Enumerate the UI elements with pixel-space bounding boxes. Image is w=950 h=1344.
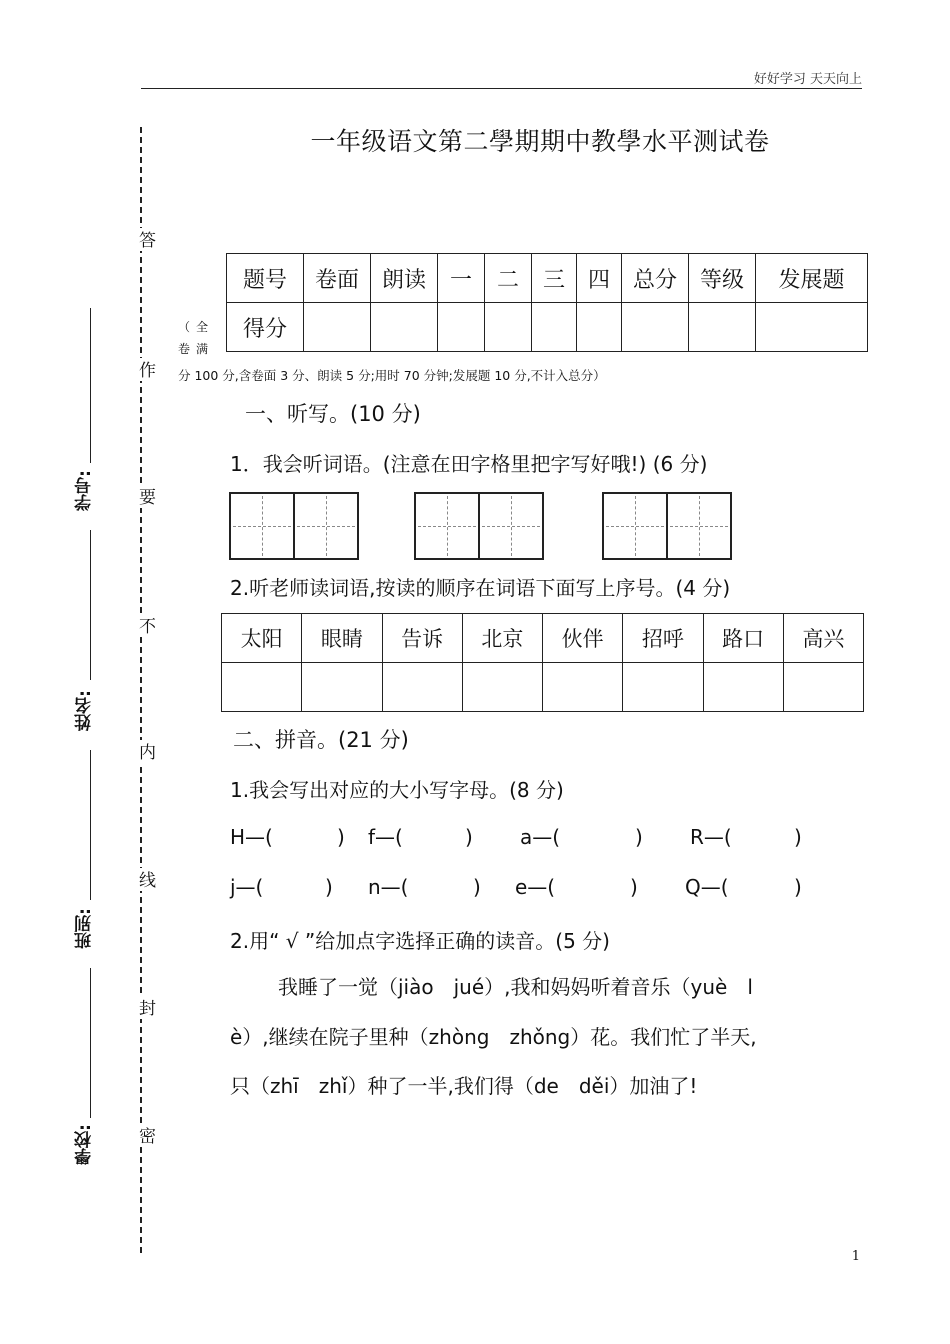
binding-word: 密 (133, 1124, 158, 1147)
order-answer-cell[interactable] (703, 663, 783, 712)
class-line (90, 750, 91, 900)
section-2-q2: 2.用“ √ ”给加点字选择正确的读音。(5 分) (230, 929, 610, 953)
letter-item: ) (794, 825, 802, 849)
word-cell: 告诉 (382, 614, 462, 663)
tianzige-cell[interactable] (293, 492, 359, 560)
section-1-q2: 2.听老师读词语,按读的顺序在词语下面写上序号。(4 分) (230, 576, 731, 600)
score-header-cell: 卷面 (304, 254, 371, 303)
school-label: 學校: (75, 1124, 95, 1165)
letter-item: a—( (520, 825, 561, 849)
passage-line: 我睡了一觉（jiào jué）,我和妈妈听着音乐（yuè l (278, 975, 753, 999)
binding-word: 答 (133, 228, 158, 251)
score-cell[interactable] (485, 303, 532, 352)
score-table (226, 253, 868, 352)
word-cell: 招呼 (623, 614, 703, 663)
binding-word: 要 (133, 485, 158, 508)
binding-word: 封 (133, 996, 158, 1019)
tianzige-cell[interactable] (602, 492, 668, 560)
note-prefix: （全卷满 (178, 320, 215, 356)
letter-item: ) (337, 825, 345, 849)
order-answer-cell[interactable] (462, 663, 542, 712)
header-slogan: 好好学习 天天向上 (753, 72, 862, 87)
letter-item: H—( (230, 825, 273, 849)
letter-item: j—( (230, 875, 264, 899)
school-line (90, 968, 91, 1118)
exam-note: 分 100 分,含卷面 3 分、朗读 5 分;用时 70 分钟;发展题 10 分,不计入总分） (178, 368, 606, 383)
tianzige-pair-3 (602, 492, 732, 560)
score-header-cell: 朗读 (371, 254, 438, 303)
binding-word: 作 (133, 358, 158, 381)
letter-item: ) (325, 875, 333, 899)
section-2-title: 二、拼音。(21 分) (233, 728, 409, 752)
name-line (90, 530, 91, 680)
score-header-cell: 三 (532, 254, 577, 303)
tianzige-cell[interactable] (414, 492, 480, 560)
score-header-row (227, 254, 868, 303)
letter-item: n—( (368, 875, 409, 899)
letter-item: ) (794, 875, 802, 899)
binding-dashed-line (140, 127, 142, 1253)
score-cell[interactable] (689, 303, 756, 352)
order-answer-cell[interactable] (623, 663, 703, 712)
word-cell: 伙伴 (543, 614, 623, 663)
binding-word: 内 (133, 740, 158, 763)
word-row (222, 614, 864, 663)
score-header-cell: 总分 (622, 254, 689, 303)
word-order-table (221, 613, 864, 712)
passage-line: è）,继续在院子里种（zhòng zhǒng）花。我们忙了半天, (230, 1025, 757, 1049)
tianzige-cell[interactable] (478, 492, 544, 560)
student-id-label: 学号: (75, 470, 95, 511)
order-answer-cell[interactable] (543, 663, 623, 712)
passage-line: 只（zhī zhǐ）种了一半,我们得（de děi）加油了! (230, 1074, 698, 1098)
page-number: 1 (851, 1249, 860, 1264)
letter-item: ) (635, 825, 643, 849)
score-cell[interactable] (438, 303, 485, 352)
section-2-q1: 1.我会写出对应的大小写字母。(8 分) (230, 778, 564, 802)
student-id-line (90, 308, 91, 463)
score-cell[interactable] (304, 303, 371, 352)
tianzige-pair-2 (414, 492, 544, 560)
order-answer-row (222, 663, 864, 712)
letter-item: ) (465, 825, 473, 849)
letter-item: ) (473, 875, 481, 899)
score-input-row (227, 303, 868, 352)
score-cell[interactable] (532, 303, 577, 352)
letter-item: e—( (515, 875, 556, 899)
section-1-q1: 1．我会听词语。(注意在田字格里把字写好哦!) (6 分) (230, 452, 708, 476)
word-cell: 眼睛 (302, 614, 382, 663)
word-cell: 太阳 (222, 614, 302, 663)
class-label: 班别: (75, 908, 95, 949)
score-cell[interactable] (577, 303, 622, 352)
letter-item: ) (630, 875, 638, 899)
word-cell: 路口 (703, 614, 783, 663)
order-answer-cell[interactable] (382, 663, 462, 712)
binding-word: 不 (133, 614, 158, 637)
letter-item: R—( (690, 825, 732, 849)
letter-item: f—( (368, 825, 403, 849)
letter-item: Q—( (685, 875, 729, 899)
score-header-cell: 发展题 (756, 254, 868, 303)
order-answer-cell[interactable] (222, 663, 302, 712)
score-header-cell: 题号 (227, 254, 304, 303)
score-cell[interactable] (756, 303, 868, 352)
section-1-title: 一、听写。(10 分) (245, 402, 421, 426)
tianzige-pair-1 (229, 492, 359, 560)
score-header-cell: 四 (577, 254, 622, 303)
page-title: 一年级语文第二學期期中教學水平测试卷 (310, 127, 770, 156)
word-cell: 高兴 (783, 614, 863, 663)
tianzige-cell[interactable] (229, 492, 295, 560)
tianzige-cell[interactable] (666, 492, 732, 560)
order-answer-cell[interactable] (302, 663, 382, 712)
header-rule (141, 88, 862, 89)
score-header-cell: 二 (485, 254, 532, 303)
word-cell: 北京 (462, 614, 542, 663)
score-row-label: 得分 (227, 303, 304, 352)
score-header-cell: 一 (438, 254, 485, 303)
score-header-cell: 等级 (689, 254, 756, 303)
binding-word: 线 (133, 868, 158, 891)
name-label: 姓名: (75, 690, 95, 731)
score-cell[interactable] (371, 303, 438, 352)
order-answer-cell[interactable] (783, 663, 863, 712)
score-cell[interactable] (622, 303, 689, 352)
